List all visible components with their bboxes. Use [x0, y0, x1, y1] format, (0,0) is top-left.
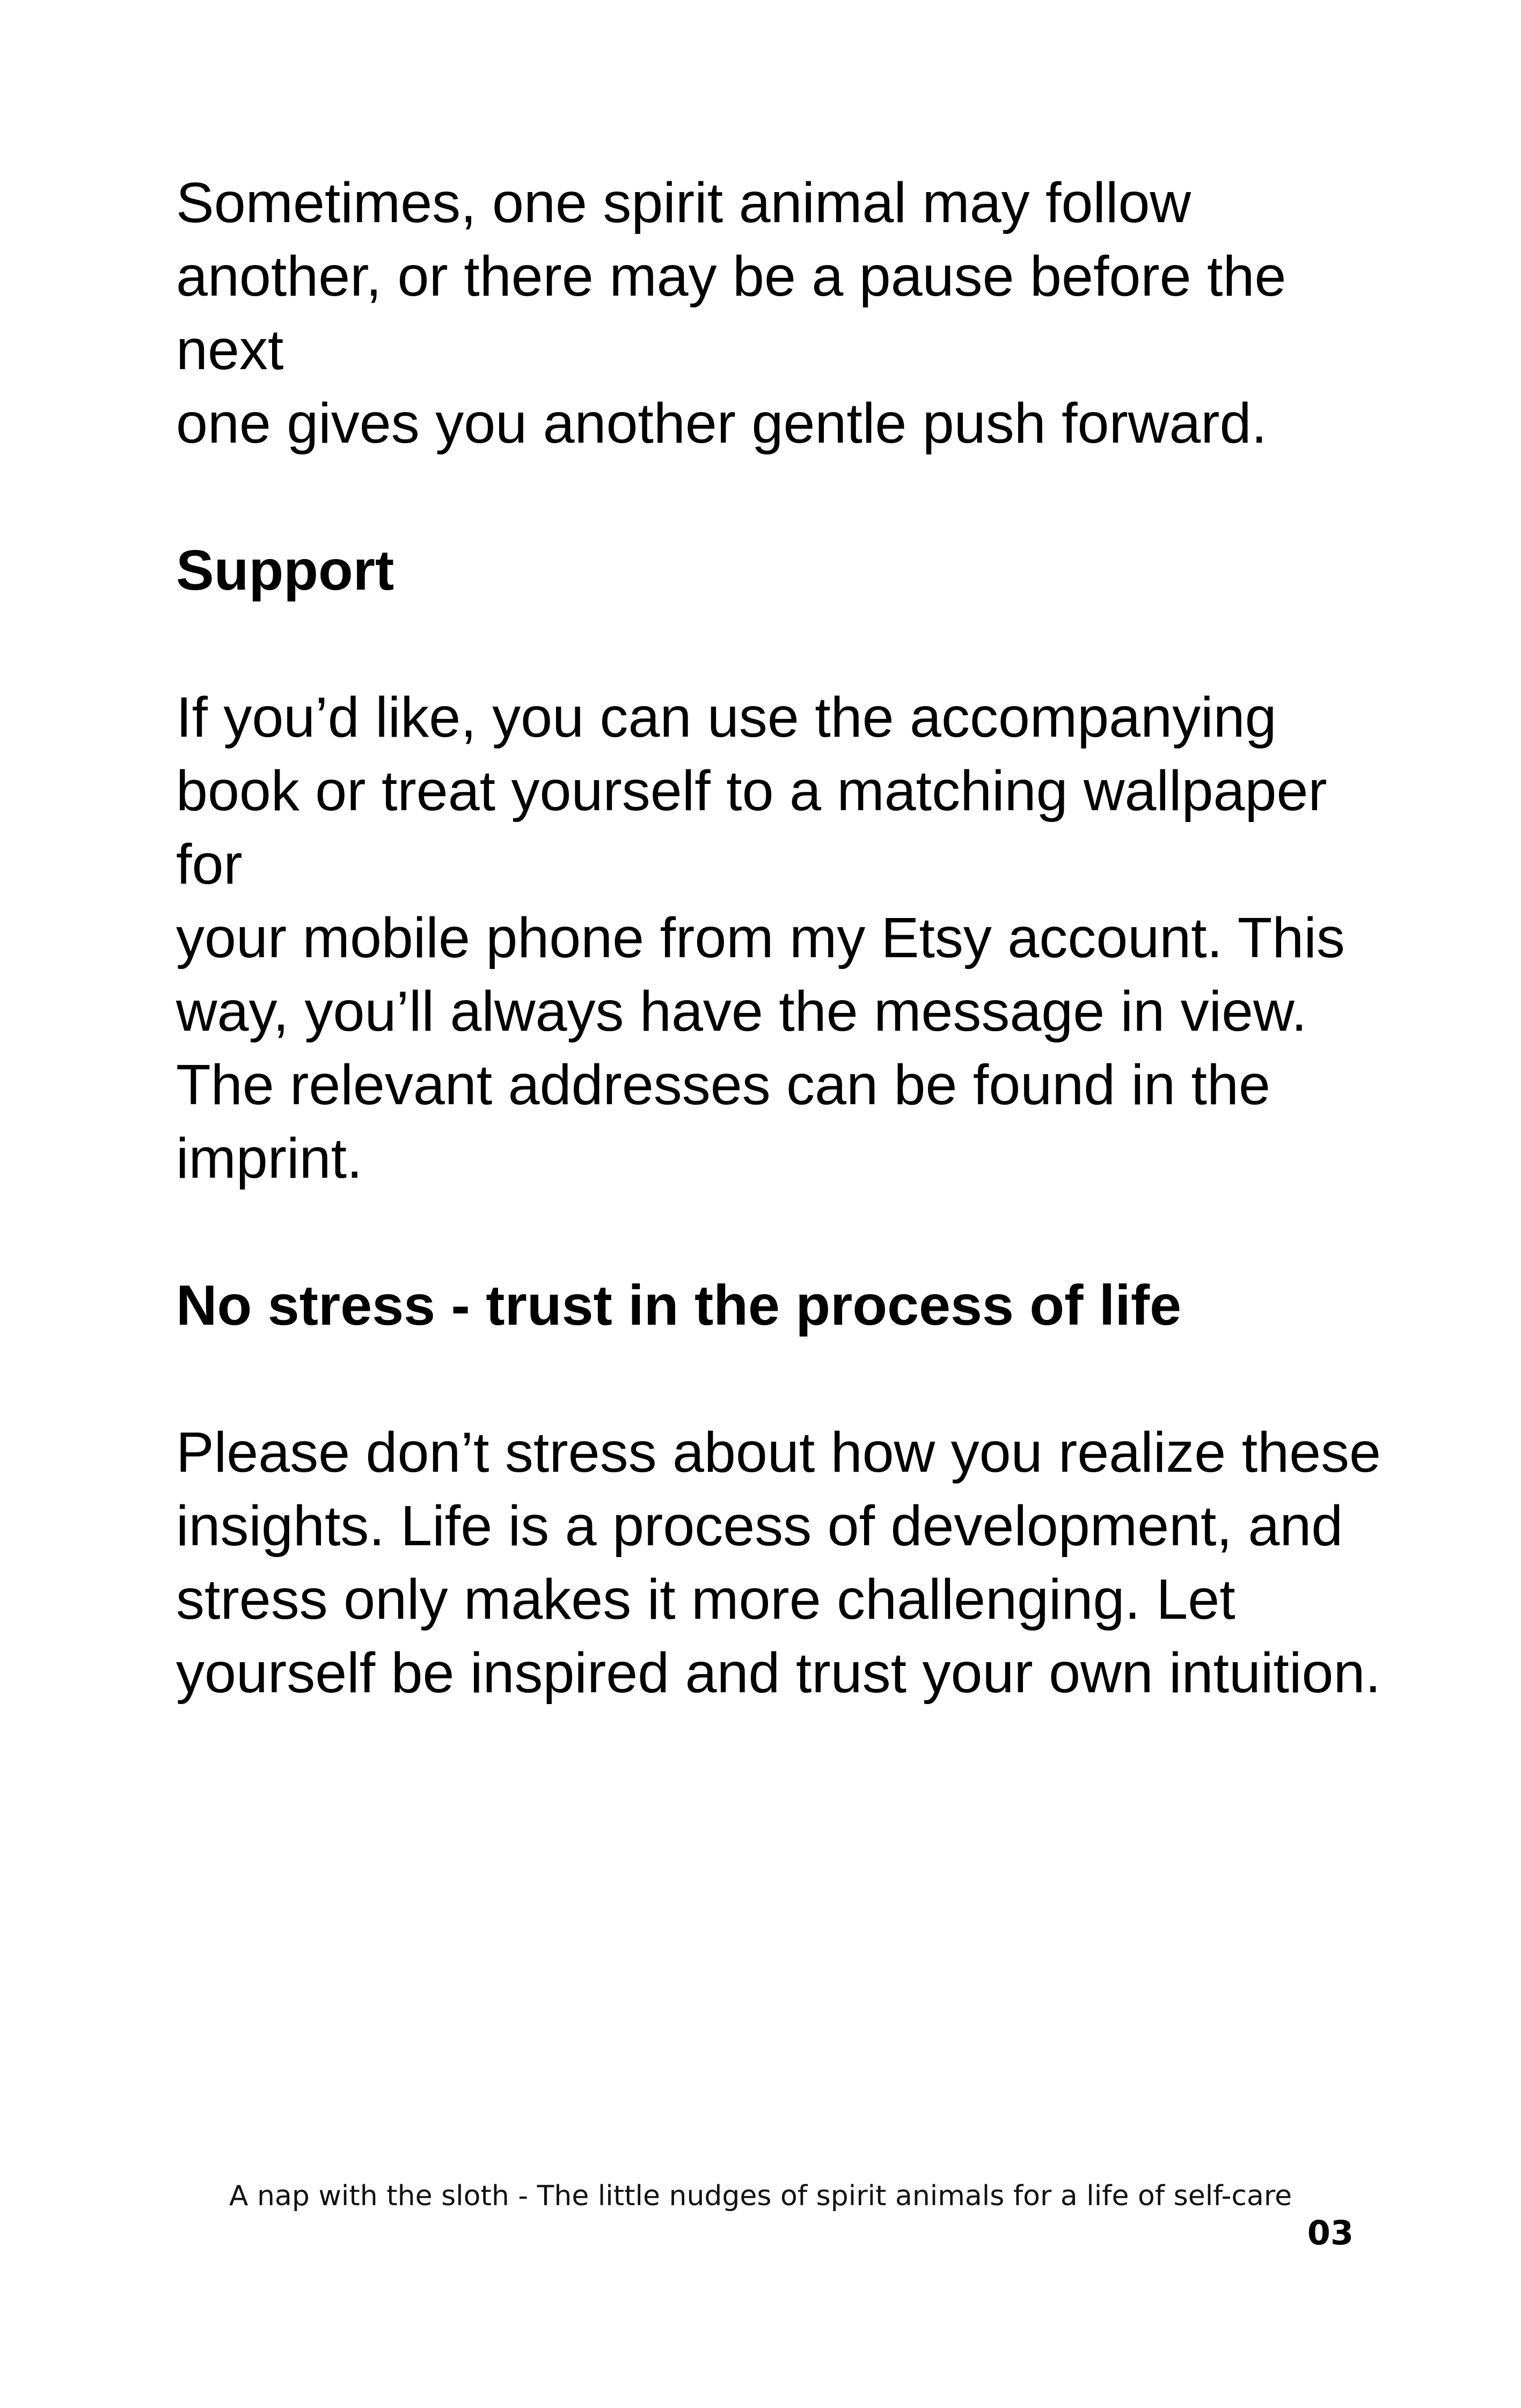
- footer-book-title: A nap with the sloth - The little nudges of spirit animals for a life of self-care: [229, 2180, 1292, 2212]
- spacer: [176, 607, 1384, 681]
- no-stress-heading: No stress - trust in the process of life: [176, 1274, 1182, 1337]
- intro-paragraph: Sometimes, one spirit animal may follow another, or there may be a pause before the next one gives you another gentle push forward.: [176, 171, 1286, 455]
- support-paragraph: If you’d like, you can use the accompanying book or treat yourself to a matching wallpaper for your mobile phone from my Etsy account. This way, you’ll always have the message in view. The relevant addresses can be found in the imprint.: [176, 686, 1345, 1190]
- page-body: [176, 166, 1384, 1710]
- page-number: 03: [1307, 2213, 1354, 2252]
- support-heading: Support: [176, 539, 394, 602]
- no-stress-paragraph: Please don’t stress about how you realize these insights. Life is a process of development, and stress only makes it more challenging. Let yourself be inspired and trust your own intuition.: [176, 1421, 1381, 1705]
- spacer: [176, 1342, 1384, 1416]
- spacer: [176, 460, 1384, 534]
- spacer: [176, 1195, 1384, 1269]
